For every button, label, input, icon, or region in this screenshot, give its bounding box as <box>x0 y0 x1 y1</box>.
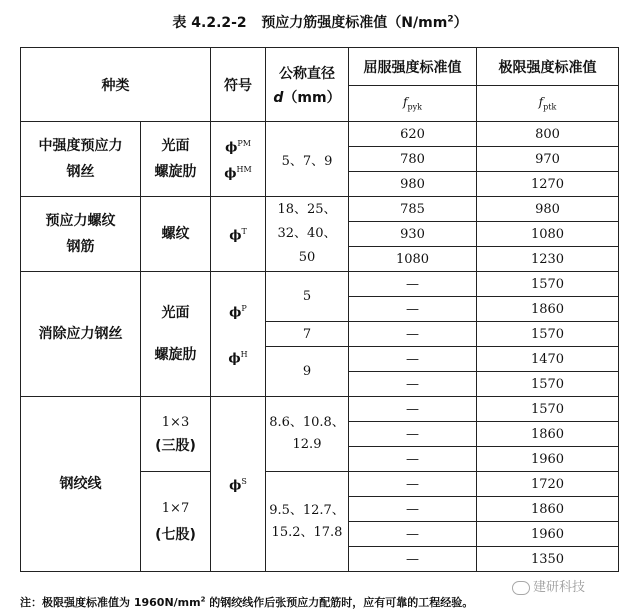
yield-value: — <box>349 372 477 397</box>
ultimate-value: 1350 <box>477 547 619 572</box>
ultimate-value: 800 <box>477 122 619 147</box>
watermark <box>512 576 585 595</box>
symbol-sup: H <box>240 350 248 359</box>
ultimate-value: 1470 <box>477 347 619 372</box>
diameter-line: 12.9 <box>292 437 322 452</box>
diameter-cell <box>266 472 349 572</box>
header-symbol: 符号 <box>211 48 266 122</box>
diameter-line: 50 <box>298 250 316 265</box>
diameter-cell: 5、7、9 <box>266 122 349 197</box>
phi-symbol: ϕ <box>225 140 238 155</box>
header-yield-symbol <box>349 86 477 122</box>
ultimate-value: 1860 <box>477 297 619 322</box>
symbol-sup: P <box>241 303 247 313</box>
table-row <box>21 197 619 222</box>
ultimate-sub: ptk <box>543 102 557 112</box>
yield-value: — <box>349 472 477 497</box>
wechat-icon <box>512 581 530 595</box>
strength-table <box>20 47 619 572</box>
header-ultimate-symbol <box>477 86 619 122</box>
unit-sup: 2 <box>447 14 454 25</box>
yield-value: — <box>349 522 477 547</box>
yield-value: — <box>349 497 477 522</box>
yield-sub: pyk <box>407 102 422 112</box>
symbol-sup: T <box>241 226 247 236</box>
header-diameter-unit: （mm） <box>283 89 341 106</box>
phi-symbol: ϕ <box>229 305 242 320</box>
kind-line: 预应力螺纹 <box>45 213 116 229</box>
yield-value: — <box>349 547 477 572</box>
ultimate-value: 970 <box>477 147 619 172</box>
ultimate-value: 1230 <box>477 247 619 272</box>
diameter-cell: 5 <box>266 272 349 322</box>
diameter-line: 15.2、17.8 <box>271 524 343 540</box>
header-diameter <box>266 48 349 122</box>
diameter-cell <box>266 397 349 472</box>
diameter-line: 8.6、10.8、 <box>269 415 345 430</box>
subtype-line: 光面 <box>161 138 190 154</box>
phi-symbol: ϕ <box>228 351 241 367</box>
kind-line: 中强度预应力 <box>38 138 123 154</box>
phi-symbol: ϕ <box>224 166 237 182</box>
symbol-cell <box>211 272 266 397</box>
note-text: 的钢绞线作后张预应力配筋时，应有可靠的工程经验。 <box>205 596 474 609</box>
ultimate-value: 1960 <box>477 522 619 547</box>
subtype-line: (七股) <box>155 526 196 543</box>
diameter-line: 32、40、 <box>277 226 337 241</box>
diameter-line: 18、25、 <box>277 202 337 217</box>
yield-value: — <box>349 322 477 347</box>
yield-value: — <box>349 297 477 322</box>
subtype-line: 螺旋肋 <box>154 164 197 180</box>
subtype-cell <box>141 122 211 197</box>
table-name: 预应力筋强度标准值 <box>261 15 388 31</box>
yield-f: f <box>403 95 408 110</box>
kind-line: 钢筋 <box>66 239 95 255</box>
header-diameter-label: 公称直径 <box>279 65 335 82</box>
phi-symbol: ϕ <box>229 228 242 244</box>
phi-symbol: ϕ <box>229 478 242 494</box>
kind-cell: 钢绞线 <box>21 397 141 572</box>
yield-value: 930 <box>349 222 477 247</box>
ultimate-f: f <box>538 95 544 110</box>
symbol-sup: PM <box>237 138 251 148</box>
symbol-cell <box>211 197 266 272</box>
watermark-text: 建研科技 <box>533 580 586 595</box>
subtype-line: 光面 <box>161 305 190 321</box>
yield-value: — <box>349 397 477 422</box>
yield-value: 620 <box>349 122 477 147</box>
symbol-sup: S <box>241 476 247 486</box>
subtype-cell <box>141 272 211 397</box>
ultimate-value: 1860 <box>477 422 619 447</box>
ultimate-value: 1570 <box>477 272 619 297</box>
ultimate-value: 1570 <box>477 397 619 422</box>
diameter-cell: 7 <box>266 322 349 347</box>
subtype-cell <box>141 397 211 472</box>
unit-close: ） <box>453 15 468 31</box>
ultimate-value: 1080 <box>477 222 619 247</box>
yield-value: — <box>349 422 477 447</box>
table-title <box>0 12 640 32</box>
subtype-line: 1×3 <box>161 415 190 430</box>
note-text: 注：极限强度标准值为 1960N/mm <box>20 596 201 609</box>
header-yield: 屈服强度标准值 <box>349 48 477 86</box>
table-note <box>20 594 473 610</box>
symbol-cell <box>211 122 266 197</box>
yield-value: 1080 <box>349 247 477 272</box>
header-kind: 种类 <box>21 48 211 122</box>
ultimate-value: 1720 <box>477 472 619 497</box>
header-row <box>21 48 619 86</box>
yield-value: 980 <box>349 172 477 197</box>
ultimate-value: 1860 <box>477 497 619 522</box>
kind-cell: 消除应力钢丝 <box>21 272 141 397</box>
subtype-line: 螺旋肋 <box>154 347 197 363</box>
ultimate-value: 1570 <box>477 322 619 347</box>
table-number: 表 4.2.2-2 <box>172 15 247 31</box>
yield-value: — <box>349 347 477 372</box>
symbol-sup: HM <box>236 165 252 174</box>
ultimate-value: 1270 <box>477 172 619 197</box>
yield-value: 785 <box>349 197 477 222</box>
diameter-cell <box>266 197 349 272</box>
kind-cell <box>21 122 141 197</box>
header-diameter-var: d <box>273 89 284 106</box>
subtype-line: (三股) <box>155 438 196 454</box>
kind-cell <box>21 197 141 272</box>
yield-value: — <box>349 272 477 297</box>
diameter-cell: 9 <box>266 347 349 397</box>
table-row <box>21 122 619 147</box>
subtype-cell: 螺纹 <box>141 197 211 272</box>
symbol-cell <box>211 397 266 572</box>
yield-value: 780 <box>349 147 477 172</box>
ultimate-value: 980 <box>477 197 619 222</box>
unit-open: （N/mm <box>387 15 448 31</box>
subtype-cell <box>141 472 211 572</box>
kind-line: 钢丝 <box>66 164 95 180</box>
diameter-line: 9.5、12.7、 <box>269 502 345 518</box>
table-row <box>21 272 619 297</box>
header-ultimate: 极限强度标准值 <box>477 48 619 86</box>
ultimate-value: 1960 <box>477 447 619 472</box>
note-sup: 2 <box>200 595 206 604</box>
table-row <box>21 397 619 422</box>
subtype-line: 1×7 <box>161 500 190 516</box>
ultimate-value: 1570 <box>477 372 619 397</box>
yield-value: — <box>349 447 477 472</box>
